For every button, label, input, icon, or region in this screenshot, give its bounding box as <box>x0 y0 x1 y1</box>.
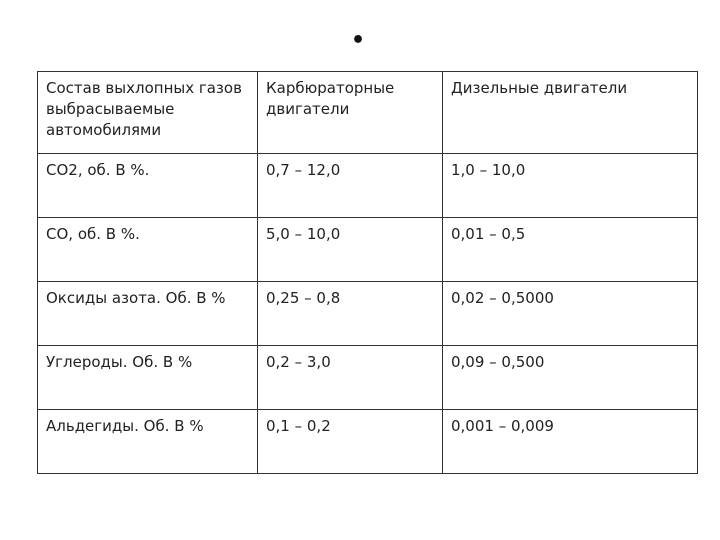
row-label-cell: Оксиды азота. Об. В % <box>38 282 258 346</box>
row-label-cell: СО, об. В %. <box>38 218 258 282</box>
table-row <box>38 218 698 282</box>
diesel-value-cell: 0,02 – 0,5000 <box>443 282 698 346</box>
bullet-marker: • <box>351 28 366 53</box>
carburetor-value-cell: 0,1 – 0,2 <box>258 410 443 474</box>
table-row <box>38 282 698 346</box>
table-row <box>38 346 698 410</box>
carburetor-value-cell: 0,2 – 3,0 <box>258 346 443 410</box>
table-header-row <box>38 72 698 154</box>
diesel-value-cell: 0,01 – 0,5 <box>443 218 698 282</box>
row-label-cell: Углероды. Об. В % <box>38 346 258 410</box>
carburetor-value-cell: 0,25 – 0,8 <box>258 282 443 346</box>
row-label-cell: СО2, об. В %. <box>38 154 258 218</box>
header-cell-diesel: Дизельные двигатели <box>443 72 698 154</box>
table-row <box>38 410 698 474</box>
table-row <box>38 154 698 218</box>
exhaust-composition-table <box>37 71 698 474</box>
row-label-cell: Альдегиды. Об. В % <box>38 410 258 474</box>
carburetor-value-cell: 5,0 – 10,0 <box>258 218 443 282</box>
diesel-value-cell: 0,001 – 0,009 <box>443 410 698 474</box>
diesel-value-cell: 1,0 – 10,0 <box>443 154 698 218</box>
header-cell-composition: Состав выхлопных газов выбрасываемые автомобилями <box>38 72 258 154</box>
header-cell-carburetor: Карбюраторные двигатели <box>258 72 443 154</box>
carburetor-value-cell: 0,7 – 12,0 <box>258 154 443 218</box>
diesel-value-cell: 0,09 – 0,500 <box>443 346 698 410</box>
